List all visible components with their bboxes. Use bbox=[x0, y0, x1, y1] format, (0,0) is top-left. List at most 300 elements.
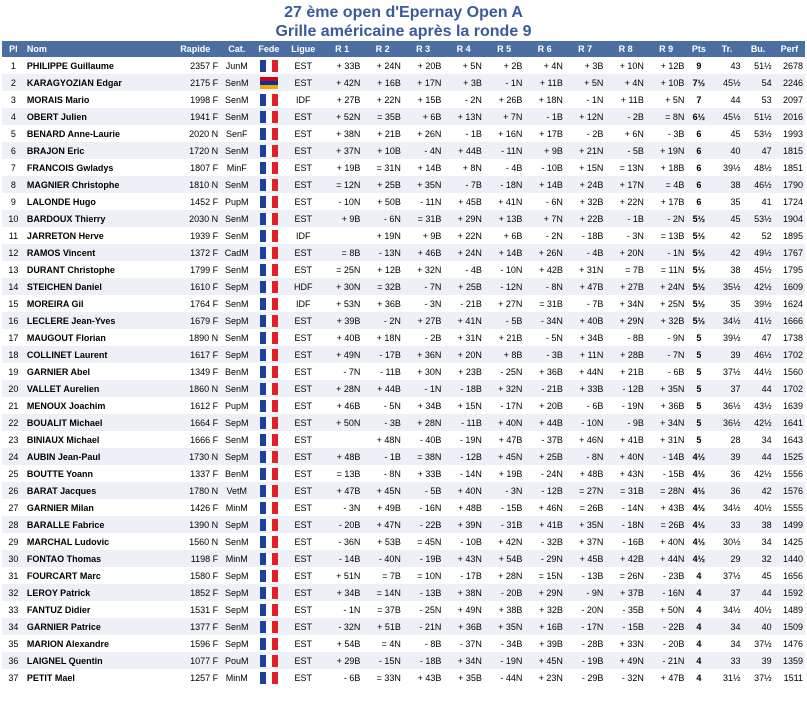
round-result-cell: - 19B bbox=[403, 550, 444, 567]
tiebreak-bu-cell: 45 bbox=[742, 567, 773, 584]
tiebreak-tr-cell: 39½ bbox=[711, 329, 742, 346]
round-result-cell: + 49N bbox=[605, 652, 646, 669]
player-name-cell: FONTAO Thomas bbox=[25, 550, 170, 567]
round-result-cell: - 5B bbox=[403, 482, 444, 499]
round-result-cell: + 7N bbox=[524, 210, 565, 227]
round-result-cell: - 29B bbox=[565, 669, 606, 686]
france-flag-icon bbox=[260, 417, 278, 429]
round-result-cell: + 4N bbox=[524, 57, 565, 74]
round-result-cell: + 48B bbox=[322, 448, 363, 465]
tiebreak-bu-cell: 45½ bbox=[742, 261, 773, 278]
column-header: R 6 bbox=[524, 41, 565, 57]
player-name-cell: GARNIER Abel bbox=[25, 363, 170, 380]
round-result-cell: - 9N bbox=[565, 584, 606, 601]
round-result-cell: + 46B bbox=[403, 244, 444, 261]
table-row bbox=[2, 652, 805, 669]
round-result-cell: - 35B bbox=[605, 601, 646, 618]
round-result-cell: + 46N bbox=[524, 499, 565, 516]
round-result-cell: - 4B bbox=[443, 261, 484, 278]
round-result-cell: - 3N bbox=[403, 295, 444, 312]
tiebreak-tr-cell: 28 bbox=[711, 431, 742, 448]
round-result-cell: + 51B bbox=[362, 618, 403, 635]
table-row bbox=[2, 635, 805, 652]
round-result-cell: + 41N bbox=[484, 193, 525, 210]
rating-cell: 1890 N bbox=[170, 329, 220, 346]
round-result-cell: + 15N bbox=[565, 159, 606, 176]
round-result-cell: + 19N bbox=[362, 227, 403, 244]
federation-cell bbox=[253, 482, 284, 499]
round-result-cell: - 2B bbox=[403, 329, 444, 346]
points-cell: 4½ bbox=[686, 550, 711, 567]
round-result-cell: = 7B bbox=[605, 261, 646, 278]
header-row bbox=[2, 41, 805, 57]
round-result-cell: + 20N bbox=[605, 244, 646, 261]
table-row bbox=[2, 567, 805, 584]
performance-cell: 1556 bbox=[774, 465, 805, 482]
tiebreak-bu-cell: 48½ bbox=[742, 159, 773, 176]
federation-cell bbox=[253, 448, 284, 465]
tiebreak-bu-cell: 44 bbox=[742, 380, 773, 397]
round-result-cell: = 15N bbox=[524, 567, 565, 584]
round-result-cell: + 4N bbox=[605, 74, 646, 91]
round-result-cell: + 34N bbox=[443, 652, 484, 669]
league-cell: EST bbox=[285, 516, 322, 533]
round-result-cell: = 38N bbox=[403, 448, 444, 465]
france-flag-icon bbox=[260, 213, 278, 225]
player-name-cell: MOREIRA Gil bbox=[25, 295, 170, 312]
tiebreak-bu-cell: 42½ bbox=[742, 414, 773, 431]
france-flag-icon bbox=[260, 553, 278, 565]
tiebreak-tr-cell: 45 bbox=[711, 210, 742, 227]
points-cell: 4½ bbox=[686, 516, 711, 533]
round-result-cell: + 46B bbox=[322, 397, 363, 414]
league-cell: EST bbox=[285, 635, 322, 652]
player-name-cell: PETIT Mael bbox=[25, 669, 170, 686]
round-result-cell: = 33N bbox=[362, 669, 403, 686]
france-flag-icon bbox=[260, 162, 278, 174]
league-cell: EST bbox=[285, 482, 322, 499]
round-result-cell: + 35B bbox=[443, 669, 484, 686]
league-cell: EST bbox=[285, 397, 322, 414]
round-result-cell: + 40N bbox=[605, 448, 646, 465]
round-result-cell: = 12N bbox=[322, 176, 363, 193]
round-result-cell: + 47B bbox=[484, 431, 525, 448]
player-name-cell: LAIGNEL Quentin bbox=[25, 652, 170, 669]
round-result-cell: - 1N bbox=[484, 74, 525, 91]
league-cell: EST bbox=[285, 465, 322, 482]
points-cell: 6 bbox=[686, 159, 711, 176]
place-cell: 3 bbox=[2, 91, 25, 108]
federation-cell bbox=[253, 210, 284, 227]
france-flag-icon bbox=[260, 315, 278, 327]
round-result-cell: + 11N bbox=[565, 346, 606, 363]
round-result-cell: - 12B bbox=[605, 380, 646, 397]
tiebreak-bu-cell: 44 bbox=[742, 448, 773, 465]
column-header: Nom bbox=[25, 41, 170, 57]
round-result-cell: - 1N bbox=[403, 380, 444, 397]
round-result-cell: - 14B bbox=[322, 550, 363, 567]
place-cell: 31 bbox=[2, 567, 25, 584]
round-result-cell: - 7N bbox=[646, 346, 687, 363]
federation-cell bbox=[253, 278, 284, 295]
round-result-cell: = 4B bbox=[646, 176, 687, 193]
france-flag-icon bbox=[260, 128, 278, 140]
category-cell: VetM bbox=[220, 482, 253, 499]
round-result-cell: + 28N bbox=[484, 567, 525, 584]
round-result-cell bbox=[322, 431, 363, 448]
round-result-cell: - 8B bbox=[605, 329, 646, 346]
round-result-cell: + 48B bbox=[443, 499, 484, 516]
tiebreak-bu-cell: 44 bbox=[742, 584, 773, 601]
rating-cell: 1198 F bbox=[170, 550, 220, 567]
round-result-cell: + 37N bbox=[565, 533, 606, 550]
round-result-cell: = 35B bbox=[362, 108, 403, 125]
round-result-cell: - 21N bbox=[646, 652, 687, 669]
round-result-cell: - 3N bbox=[484, 482, 525, 499]
round-result-cell: - 6N bbox=[524, 193, 565, 210]
tiebreak-bu-cell: 46½ bbox=[742, 346, 773, 363]
performance-cell: 1666 bbox=[774, 312, 805, 329]
points-cell: 6 bbox=[686, 125, 711, 142]
rating-cell: 1664 F bbox=[170, 414, 220, 431]
round-result-cell: - 13N bbox=[362, 244, 403, 261]
place-cell: 36 bbox=[2, 652, 25, 669]
round-result-cell: - 1B bbox=[605, 210, 646, 227]
tiebreak-tr-cell: 36 bbox=[711, 465, 742, 482]
round-result-cell: + 39B bbox=[524, 635, 565, 652]
round-result-cell: + 15N bbox=[443, 397, 484, 414]
round-result-cell: - 31B bbox=[484, 516, 525, 533]
round-result-cell: = 13N bbox=[605, 159, 646, 176]
performance-cell: 1499 bbox=[774, 516, 805, 533]
league-cell: EST bbox=[285, 652, 322, 669]
tiebreak-tr-cell: 37½ bbox=[711, 363, 742, 380]
round-result-cell: - 14B bbox=[646, 448, 687, 465]
rating-cell: 2175 F bbox=[170, 74, 220, 91]
round-result-cell: + 9B bbox=[403, 227, 444, 244]
france-flag-icon bbox=[260, 434, 278, 446]
france-flag-icon bbox=[260, 400, 278, 412]
points-cell: 5½ bbox=[686, 210, 711, 227]
round-result-cell: + 45B bbox=[565, 550, 606, 567]
france-flag-icon bbox=[260, 349, 278, 361]
player-name-cell: LECLERE Jean-Yves bbox=[25, 312, 170, 329]
player-name-cell: BARALLE Fabrice bbox=[25, 516, 170, 533]
round-result-cell: + 27N bbox=[484, 295, 525, 312]
category-cell: SenM bbox=[220, 142, 253, 159]
tiebreak-tr-cell: 34½ bbox=[711, 312, 742, 329]
round-result-cell: + 17N bbox=[605, 176, 646, 193]
round-result-cell: + 41B bbox=[605, 431, 646, 448]
tiebreak-tr-cell: 31½ bbox=[711, 669, 742, 686]
performance-cell: 1724 bbox=[774, 193, 805, 210]
france-flag-icon bbox=[260, 655, 278, 667]
category-cell: SepM bbox=[220, 414, 253, 431]
points-cell: 4½ bbox=[686, 499, 711, 516]
table-row bbox=[2, 57, 805, 74]
rating-cell: 1807 F bbox=[170, 159, 220, 176]
place-cell: 24 bbox=[2, 448, 25, 465]
round-result-cell: + 47B bbox=[322, 482, 363, 499]
round-result-cell: + 23B bbox=[443, 363, 484, 380]
rating-cell: 1852 F bbox=[170, 584, 220, 601]
performance-cell: 1851 bbox=[774, 159, 805, 176]
table-row bbox=[2, 363, 805, 380]
round-result-cell: - 16N bbox=[403, 499, 444, 516]
tiebreak-tr-cell: 33 bbox=[711, 516, 742, 533]
round-result-cell: + 35N bbox=[403, 176, 444, 193]
rating-cell: 1596 F bbox=[170, 635, 220, 652]
round-result-cell: + 44B bbox=[524, 414, 565, 431]
round-result-cell: + 21B bbox=[484, 329, 525, 346]
tiebreak-tr-cell: 30½ bbox=[711, 533, 742, 550]
round-result-cell: + 45N bbox=[484, 448, 525, 465]
table-body bbox=[2, 57, 805, 686]
tiebreak-bu-cell: 41½ bbox=[742, 312, 773, 329]
rating-cell: 1810 N bbox=[170, 176, 220, 193]
federation-cell bbox=[253, 159, 284, 176]
round-result-cell: = 26N bbox=[605, 567, 646, 584]
round-result-cell: - 15B bbox=[484, 499, 525, 516]
place-cell: 8 bbox=[2, 176, 25, 193]
performance-cell: 1643 bbox=[774, 431, 805, 448]
round-result-cell: + 29N bbox=[443, 210, 484, 227]
performance-cell: 1702 bbox=[774, 346, 805, 363]
table-row bbox=[2, 210, 805, 227]
table-row bbox=[2, 244, 805, 261]
round-result-cell: + 16B bbox=[362, 74, 403, 91]
points-cell: 7 bbox=[686, 91, 711, 108]
tiebreak-tr-cell: 37½ bbox=[711, 567, 742, 584]
table-row bbox=[2, 142, 805, 159]
round-result-cell: - 22B bbox=[646, 618, 687, 635]
place-cell: 19 bbox=[2, 363, 25, 380]
player-name-cell: KARAGYOZIAN Edgar bbox=[25, 74, 170, 91]
france-flag-icon bbox=[260, 196, 278, 208]
category-cell: SepM bbox=[220, 312, 253, 329]
round-result-cell: + 39B bbox=[322, 312, 363, 329]
round-result-cell: = 14N bbox=[362, 584, 403, 601]
france-flag-icon bbox=[260, 451, 278, 463]
france-flag-icon bbox=[260, 519, 278, 531]
round-result-cell: + 2B bbox=[484, 57, 525, 74]
place-cell: 28 bbox=[2, 516, 25, 533]
performance-cell: 1425 bbox=[774, 533, 805, 550]
federation-cell bbox=[253, 584, 284, 601]
points-cell: 6 bbox=[686, 193, 711, 210]
player-name-cell: GARNIER Patrice bbox=[25, 618, 170, 635]
tiebreak-tr-cell: 38 bbox=[711, 176, 742, 193]
tiebreak-bu-cell: 34 bbox=[742, 533, 773, 550]
france-flag-icon bbox=[260, 672, 278, 684]
rating-cell: 1390 N bbox=[170, 516, 220, 533]
tiebreak-tr-cell: 39½ bbox=[711, 159, 742, 176]
round-result-cell: + 24N bbox=[362, 57, 403, 74]
round-result-cell: + 40B bbox=[322, 329, 363, 346]
points-cell: 4½ bbox=[686, 465, 711, 482]
table-row bbox=[2, 465, 805, 482]
round-result-cell: - 3B bbox=[362, 414, 403, 431]
round-result-cell: - 17N bbox=[565, 618, 606, 635]
france-flag-icon bbox=[260, 604, 278, 616]
federation-cell bbox=[253, 635, 284, 652]
tiebreak-tr-cell: 36 bbox=[711, 482, 742, 499]
category-cell: MinM bbox=[220, 669, 253, 686]
column-header: R 8 bbox=[605, 41, 646, 57]
round-result-cell: + 45B bbox=[443, 193, 484, 210]
place-cell: 6 bbox=[2, 142, 25, 159]
federation-cell bbox=[253, 142, 284, 159]
round-result-cell: + 47B bbox=[565, 278, 606, 295]
column-header: Cat. bbox=[220, 41, 253, 57]
round-result-cell: + 33B bbox=[322, 57, 363, 74]
federation-cell bbox=[253, 125, 284, 142]
france-flag-icon bbox=[260, 485, 278, 497]
round-result-cell: - 19N bbox=[443, 431, 484, 448]
tiebreak-tr-cell: 36½ bbox=[711, 414, 742, 431]
federation-cell bbox=[253, 618, 284, 635]
category-cell: SenM bbox=[220, 431, 253, 448]
league-cell: IDF bbox=[285, 227, 322, 244]
round-result-cell: + 34N bbox=[646, 414, 687, 431]
round-result-cell: + 45N bbox=[524, 652, 565, 669]
round-result-cell: - 21B bbox=[443, 295, 484, 312]
tiebreak-bu-cell: 52 bbox=[742, 227, 773, 244]
league-cell: EST bbox=[285, 550, 322, 567]
performance-cell: 1656 bbox=[774, 567, 805, 584]
player-name-cell: OBERT Julien bbox=[25, 108, 170, 125]
league-cell: EST bbox=[285, 533, 322, 550]
round-result-cell: - 34N bbox=[524, 312, 565, 329]
federation-cell bbox=[253, 465, 284, 482]
player-name-cell: RAMOS Vincent bbox=[25, 244, 170, 261]
table-row bbox=[2, 380, 805, 397]
league-cell: EST bbox=[285, 431, 322, 448]
rating-cell: 1939 F bbox=[170, 227, 220, 244]
round-result-cell: + 44B bbox=[443, 142, 484, 159]
france-flag-icon bbox=[260, 281, 278, 293]
round-result-cell: + 40B bbox=[565, 312, 606, 329]
france-flag-icon bbox=[260, 383, 278, 395]
round-result-cell: + 8N bbox=[443, 159, 484, 176]
round-result-cell: + 47B bbox=[646, 669, 687, 686]
round-result-cell: + 16N bbox=[484, 125, 525, 142]
round-result-cell: + 43N bbox=[443, 550, 484, 567]
league-cell: EST bbox=[285, 346, 322, 363]
round-result-cell: + 40N bbox=[646, 533, 687, 550]
round-result-cell: - 8N bbox=[362, 465, 403, 482]
round-result-cell: = 27N bbox=[565, 482, 606, 499]
category-cell: SenM bbox=[220, 261, 253, 278]
round-result-cell: - 11B bbox=[362, 363, 403, 380]
round-result-cell: - 2N bbox=[524, 227, 565, 244]
points-cell: 5 bbox=[686, 414, 711, 431]
round-result-cell: + 30N bbox=[403, 363, 444, 380]
performance-cell: 1555 bbox=[774, 499, 805, 516]
tiebreak-tr-cell: 42 bbox=[711, 244, 742, 261]
tiebreak-bu-cell: 42½ bbox=[742, 465, 773, 482]
round-result-cell: + 39N bbox=[443, 516, 484, 533]
round-result-cell: - 9N bbox=[646, 329, 687, 346]
performance-cell: 1738 bbox=[774, 329, 805, 346]
player-name-cell: FANTUZ Didier bbox=[25, 601, 170, 618]
round-result-cell: + 29N bbox=[605, 312, 646, 329]
round-result-cell: + 17B bbox=[646, 193, 687, 210]
round-result-cell: + 45N bbox=[362, 482, 403, 499]
table-row bbox=[2, 295, 805, 312]
place-cell: 23 bbox=[2, 431, 25, 448]
round-result-cell: + 25B bbox=[524, 448, 565, 465]
round-result-cell: + 34B bbox=[322, 584, 363, 601]
round-result-cell: + 22B bbox=[565, 210, 606, 227]
round-result-cell: - 8N bbox=[565, 448, 606, 465]
round-result-cell: + 31N bbox=[565, 261, 606, 278]
player-name-cell: LALONDE Hugo bbox=[25, 193, 170, 210]
rating-cell: 1941 F bbox=[170, 108, 220, 125]
round-result-cell: - 21B bbox=[524, 380, 565, 397]
table-row bbox=[2, 550, 805, 567]
round-result-cell: + 22N bbox=[605, 193, 646, 210]
performance-cell: 1440 bbox=[774, 550, 805, 567]
table-row bbox=[2, 159, 805, 176]
points-cell: 5 bbox=[686, 329, 711, 346]
table-row bbox=[2, 261, 805, 278]
round-result-cell: - 1B bbox=[362, 448, 403, 465]
points-cell: 5½ bbox=[686, 227, 711, 244]
tiebreak-bu-cell: 32 bbox=[742, 550, 773, 567]
round-result-cell: + 31N bbox=[443, 329, 484, 346]
category-cell: MinM bbox=[220, 499, 253, 516]
tiebreak-bu-cell: 39½ bbox=[742, 295, 773, 312]
tiebreak-bu-cell: 51½ bbox=[742, 108, 773, 125]
league-cell: EST bbox=[285, 601, 322, 618]
round-result-cell: - 25N bbox=[403, 601, 444, 618]
tiebreak-bu-cell: 51½ bbox=[742, 57, 773, 74]
round-result-cell: + 20B bbox=[403, 57, 444, 74]
round-result-cell: + 11B bbox=[524, 74, 565, 91]
round-result-cell: + 41N bbox=[443, 312, 484, 329]
league-cell: EST bbox=[285, 74, 322, 91]
france-flag-icon bbox=[260, 179, 278, 191]
round-result-cell: + 42N bbox=[484, 533, 525, 550]
tiebreak-tr-cell: 29 bbox=[711, 550, 742, 567]
france-flag-icon bbox=[260, 145, 278, 157]
place-cell: 15 bbox=[2, 295, 25, 312]
federation-cell bbox=[253, 652, 284, 669]
player-name-cell: MARCHAL Ludovic bbox=[25, 533, 170, 550]
player-name-cell: BENARD Anne-Laurie bbox=[25, 125, 170, 142]
round-result-cell: - 5N bbox=[362, 397, 403, 414]
france-flag-icon bbox=[260, 247, 278, 259]
round-result-cell: + 10B bbox=[362, 142, 403, 159]
federation-cell bbox=[253, 227, 284, 244]
round-result-cell: + 42B bbox=[524, 261, 565, 278]
round-result-cell: + 44B bbox=[362, 380, 403, 397]
round-result-cell: = 7B bbox=[362, 567, 403, 584]
federation-cell bbox=[253, 261, 284, 278]
rating-cell: 1998 F bbox=[170, 91, 220, 108]
table-row bbox=[2, 108, 805, 125]
tiebreak-tr-cell: 44 bbox=[711, 91, 742, 108]
round-result-cell: + 13B bbox=[484, 210, 525, 227]
rating-cell: 1257 F bbox=[170, 669, 220, 686]
federation-cell bbox=[253, 57, 284, 74]
rating-cell: 1617 F bbox=[170, 346, 220, 363]
round-result-cell: - 20B bbox=[484, 584, 525, 601]
round-result-cell: - 10B bbox=[524, 159, 565, 176]
performance-cell: 1795 bbox=[774, 261, 805, 278]
round-result-cell: = 28N bbox=[646, 482, 687, 499]
